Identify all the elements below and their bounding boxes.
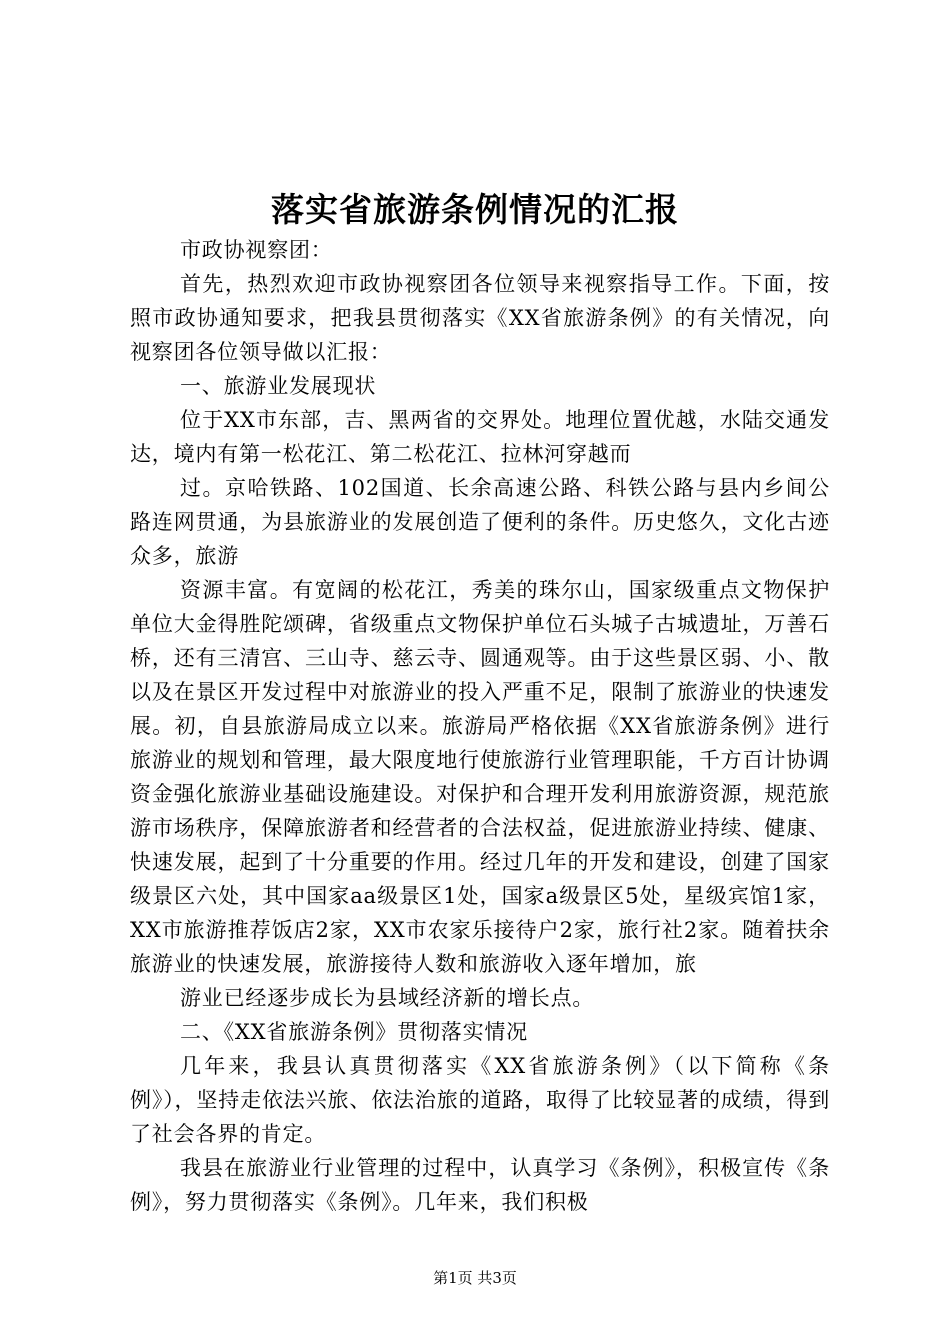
document-title: 落实省旅游条例情况的汇报 <box>271 190 679 229</box>
body-paragraph: 过。京哈铁路、102国道、长余高速公路、科铁公路与县内乡间公路连网贯通，为县旅游业的发展创造了便利的条件。历史悠久，文化古迹众多，旅游 <box>130 476 830 568</box>
section-heading: 一、旅游业发展现状 <box>180 374 377 398</box>
salutation: 市政协视察团： <box>180 238 333 262</box>
body-paragraph: 首先，热烈欢迎市政协视察团各位领导来视察指导工作。下面，按照市政协通知要求，把我县贯彻落实《XX省旅游条例》的有关情况，向视察团各位领导做以汇报： <box>130 272 830 364</box>
document-body <box>130 233 830 1219</box>
body-paragraph: 资源丰富。有宽阔的松花江，秀美的珠尔山，国家级重点文物保护单位大金得胜陀颂碑，省级重点文物保护单位石头城子古城遗址，万善石桥，还有三清宫、三山寺、慈云寺、圆通观等。由于这些景区弱、小、散以及在景区开发过程中对旅游业的投入严重不足，限制了旅游业的快速发展。初，自县旅游局成立以来。旅游局严格依据《XX省旅游条例》进行旅游业的规划和管理，最大限度地行使旅游行业管理职能，千方百计协调资金强化旅游业基础设施建设。对保护和合理开发利用旅游资源，规范旅游市场秩序，保障旅游者和经营者的合法权益，促进旅游业持续、健康、快速发展，起到了十分重要的作用。经过几年的开发和建设，创建了国家级景区六处，其中国家aa级景区1处，国家a级景区5处，星级宾馆1家，XX市旅游推荐饭店2家，XX市农家乐接待户2家，旅行社2家。随着扶余旅游业的快速发展，旅游接待人数和旅游收入逐年增加，旅 <box>130 578 830 976</box>
page-footer: 第1页 共3页 <box>433 1269 517 1287</box>
body-paragraph: 位于XX市东部，吉、黑两省的交界处。地理位置优越，水陆交通发达，境内有第一松花江、第二松花江、拉林河穿越而 <box>130 408 830 466</box>
body-paragraph: 我县在旅游业行业管理的过程中，认真学习《条例》，积极宣传《条例》，努力贯彻落实《条例》。几年来，我们积极 <box>130 1156 830 1214</box>
body-paragraph: 游业已经逐步成长为县域经济新的增长点。 <box>180 986 595 1010</box>
section-heading: 二、《XX省旅游条例》贯彻落实情况 <box>180 1020 528 1044</box>
body-paragraph: 几年来，我县认真贯彻落实《XX省旅游条例》（以下简称《条例》），坚持走依法兴旅、依法治旅的道路，取得了比较显著的成绩，得到了社会各界的肯定。 <box>130 1054 830 1146</box>
